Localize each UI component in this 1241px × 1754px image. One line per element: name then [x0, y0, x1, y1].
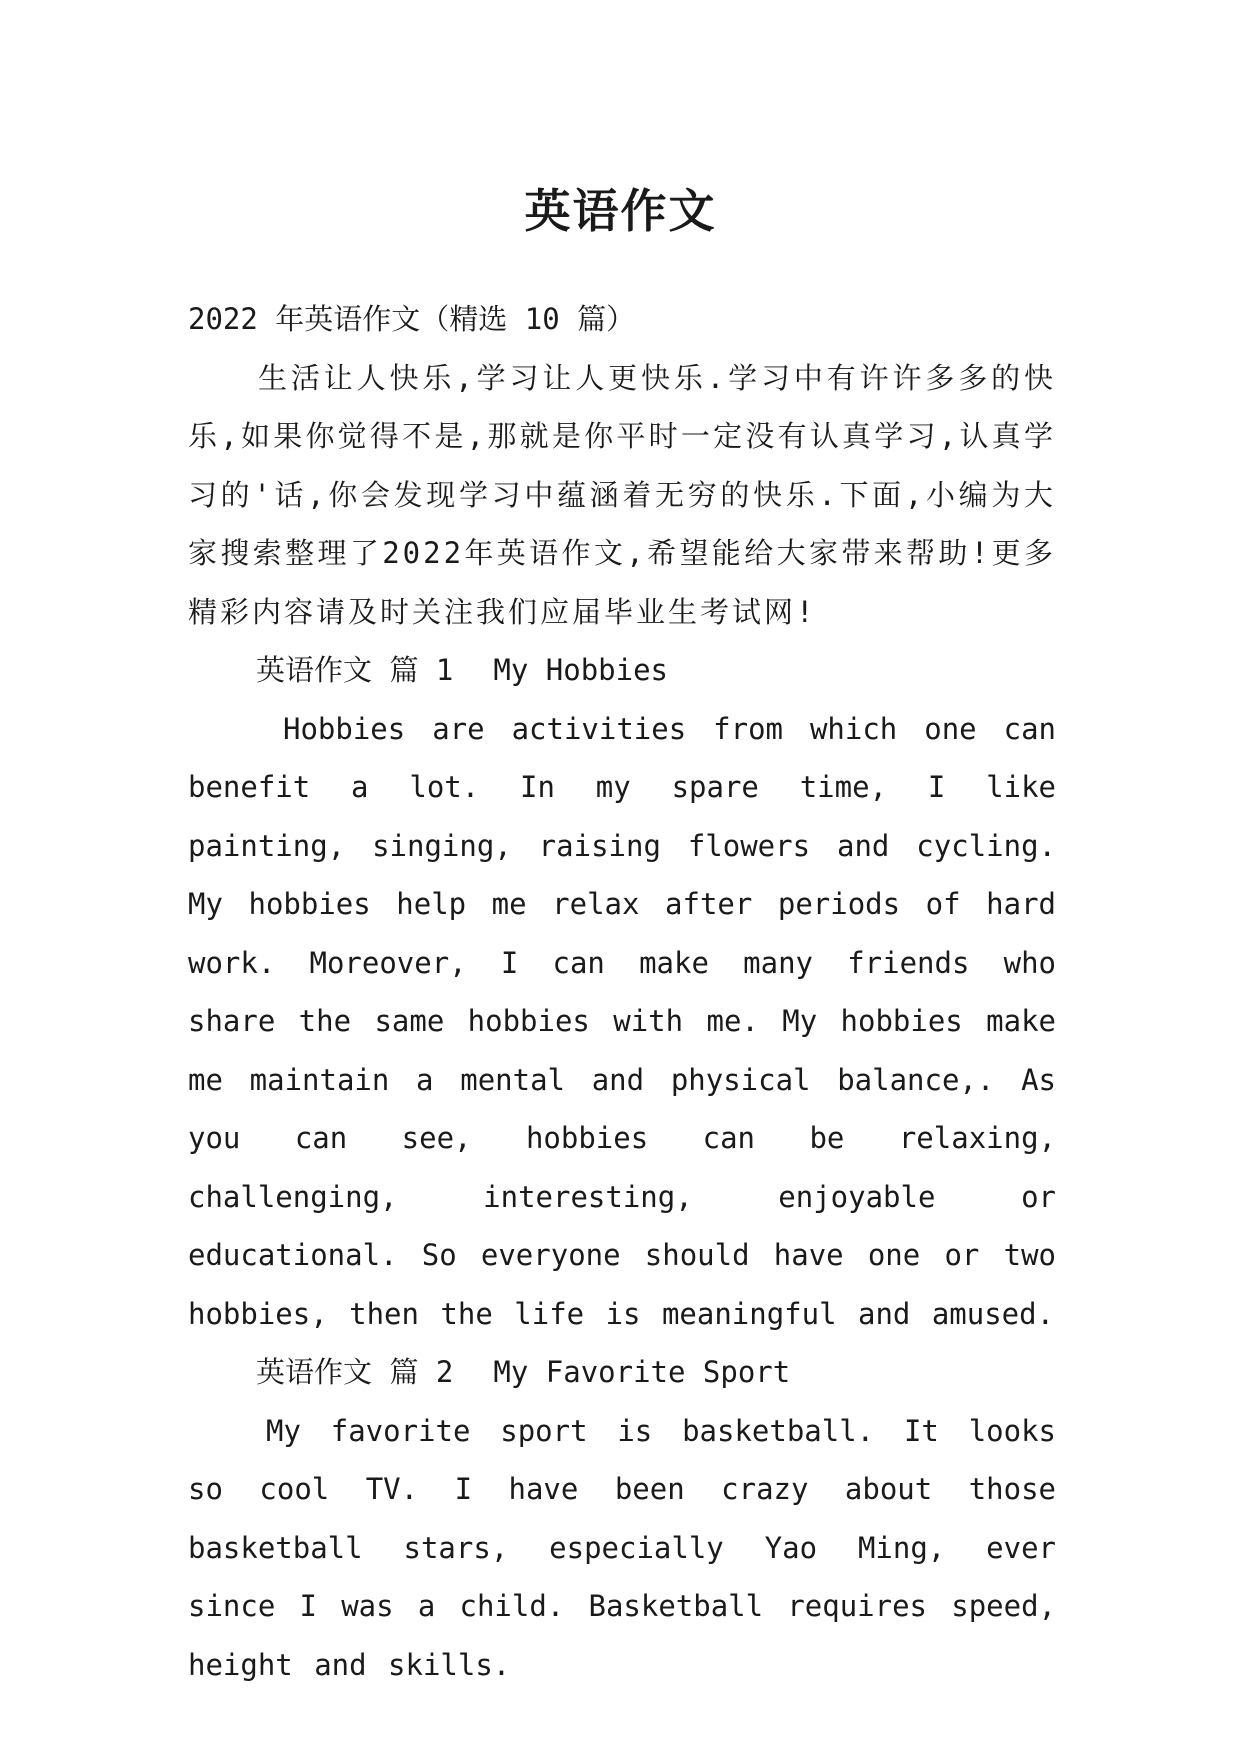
essay-title: My Favorite Sport [493, 1355, 791, 1389]
essay-label: 英语作文 篇 1 [256, 653, 454, 687]
essay-paragraph-2: My favorite sport is basketball. It looks so cool TV. I have been crazy about those basketball stars, especially Yao Ming, ever since I was a child. Basketball requires speed, height and skills. [188, 1413, 1056, 1682]
essay-label: 英语作文 篇 2 [256, 1355, 454, 1389]
intro-paragraph: 生活让人快乐,学习让人更快乐.学习中有许许多多的快乐,如果你觉得不是,那就是你平时一定没有认真学习,认真学习的'话,你会发现学习中蕴涵着无穷的快乐.下面,小编为大家搜索整理了2022年英语作文,希望能给大家带来帮助!更多精彩内容请及时关注我们应届毕业生考试网! [188, 360, 1056, 629]
essay-heading-2 [188, 1343, 1056, 1402]
essay-heading-1 [188, 641, 1056, 700]
essay-paragraph-1: Hobbies are activities from which one can benefit a lot. In my spare time, I like painting, singing, raising flowers and cycling. My hobbies help me relax after periods of hard work. Moreover, I can make many friends who share the same hobbies with me. My hobbies make me maintain a mental and physical balance,. As you can see, hobbies can be relaxing, challenging, interesting, enjoyable or educational. So everyone should have one or two hobbies, then the life is meaningful and amused. [188, 711, 1056, 1331]
essay-title: My Hobbies [493, 653, 668, 687]
document-title: 英语作文 [524, 183, 717, 238]
document-body [188, 290, 1056, 1694]
document-subtitle: 2022 年英语作文（精选 10 篇） [188, 302, 636, 336]
